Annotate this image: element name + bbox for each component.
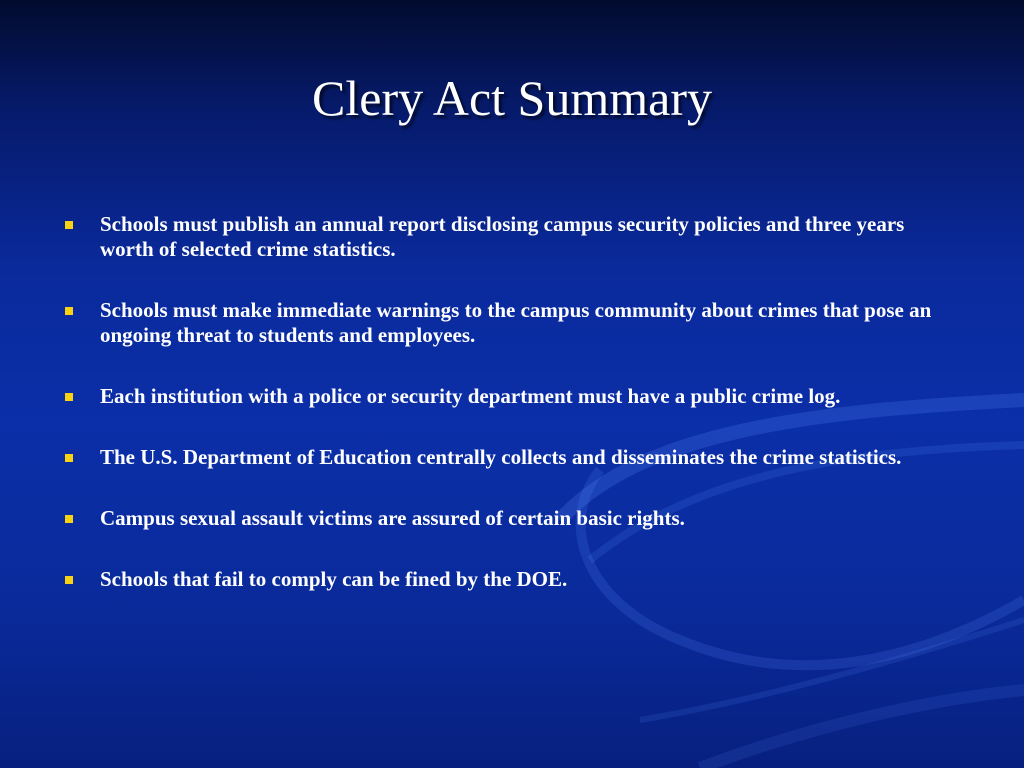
bullet-item [62,212,962,262]
square-bullet-icon [65,393,73,401]
square-bullet-icon [65,221,73,229]
bullet-text: Campus sexual assault victims are assured of certain basic rights. [100,506,685,530]
slide-title: Clery Act Summary [312,70,712,126]
bullet-item [62,298,962,348]
square-bullet-icon [65,454,73,462]
bullet-item [62,445,962,470]
bullet-list [62,212,962,628]
bullet-text: Schools that fail to comply can be fined by the DOE. [100,567,568,591]
bullet-text: The U.S. Department of Education centrally collects and disseminates the crime statistics. [100,445,902,469]
bullet-text: Schools must make immediate warnings to the campus community about crimes that pose an ongoing threat to students and employees. [100,298,932,347]
bullet-item [62,506,962,531]
square-bullet-icon [65,576,73,584]
bullet-text: Schools must publish an annual report disclosing campus security policies and three years worth of selected crime statistics. [100,212,905,261]
bullet-item [62,567,962,592]
square-bullet-icon [65,515,73,523]
bullet-item [62,384,962,409]
square-bullet-icon [65,307,73,315]
bullet-text: Each institution with a police or security department must have a public crime log. [100,384,841,408]
